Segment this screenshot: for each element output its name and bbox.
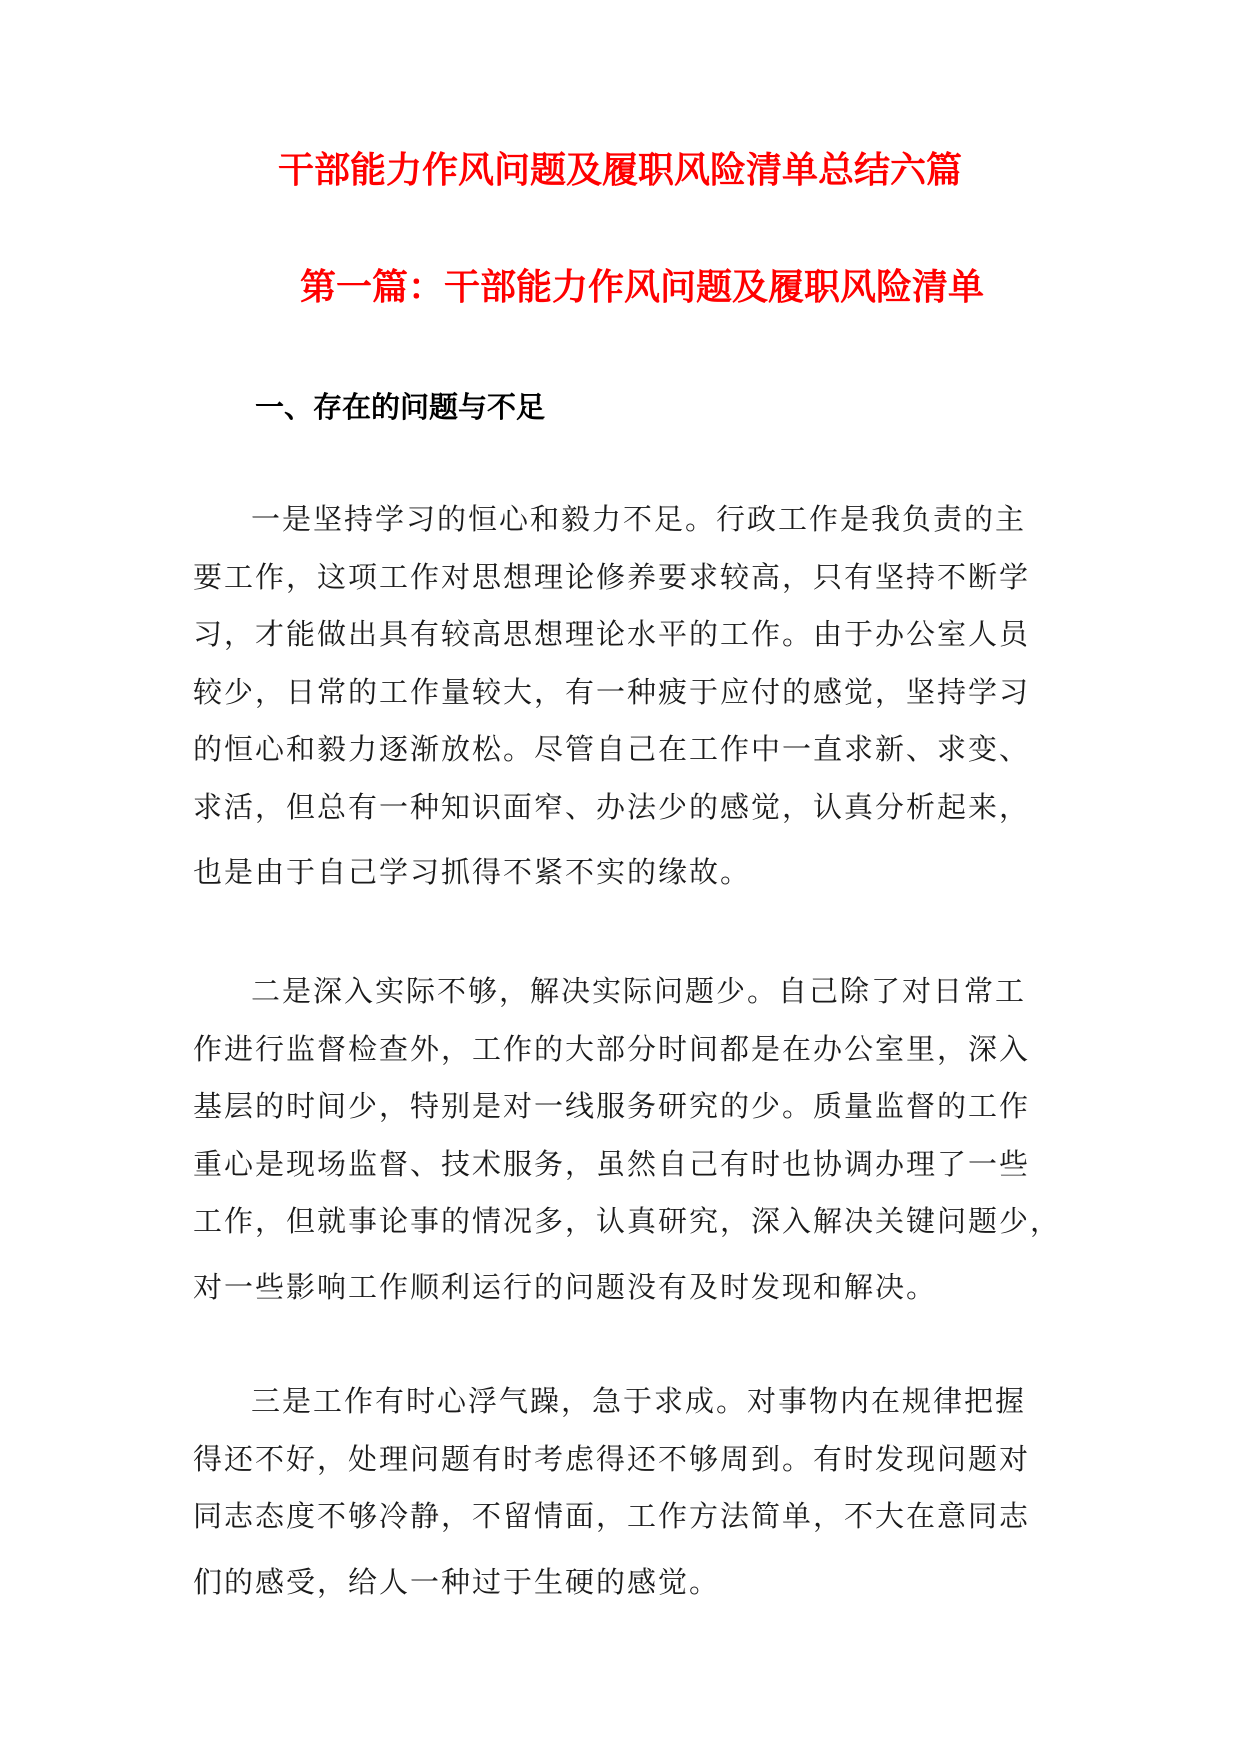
paragraph-line: 一是坚持学习的恒心和毅力不足。行政工作是我负责的主 [251, 502, 1027, 536]
paragraph-3 [193, 1373, 1053, 1611]
paragraph-1 [193, 491, 1053, 902]
article-title: 第一篇：干部能力作风问题及履职风险清单 [300, 267, 985, 308]
paragraph-line: 三是工作有时心浮气躁，急于求成。对事物内在规律把握 [251, 1384, 1027, 1418]
paragraph-line: 二是深入实际不够，解决实际问题少。自己除了对日常工 [251, 974, 1027, 1008]
paragraph-line: 对一些影响工作顺利运行的问题没有及时发现和解决。 [193, 1269, 938, 1304]
paragraph-line: 作进行监督检查外，工作的大部分时间都是在办公室里，深入 [193, 1031, 1031, 1066]
paragraph-line: 求活，但总有一种知识面窄、办法少的感觉，认真分析起来， [193, 789, 1031, 824]
paragraph-line: 们的感受，给人一种过于生硬的感觉。 [193, 1564, 721, 1599]
paragraph-line: 较少，日常的工作量较大，有一种疲于应付的感觉，坚持学习 [193, 674, 1031, 709]
section-heading: 一、存在的问题与不足 [255, 390, 546, 424]
paragraph-line: 要工作，这项工作对思想理论修养要求较高，只有坚持不断学 [193, 559, 1031, 594]
document-title: 干部能力作风问题及履职风险清单总结六篇 [277, 150, 962, 191]
paragraph-line: 的恒心和毅力逐渐放松。尽管自己在工作中一直求新、求变、 [193, 732, 1031, 766]
paragraph-line: 基层的时间少，特别是对一线服务研究的少。质量监督的工作 [193, 1089, 1031, 1123]
paragraph-line: 得还不好，处理问题有时考虑得还不够周到。有时发现问题对 [193, 1441, 1031, 1476]
paragraph-2 [193, 963, 1062, 1316]
paragraph-line: 也是由于自己学习抓得不紧不实的缘故。 [193, 855, 752, 889]
paragraph-line: 同志态度不够冷静，不留情面，工作方法简单，不大在意同志 [193, 1499, 1031, 1533]
paragraph-line: 工作，但就事论事的情况多，认真研究，深入解决关键问题少， [193, 1204, 1062, 1238]
paragraph-line: 习，才能做出具有较高思想理论水平的工作。由于办公室人员 [193, 617, 1031, 651]
paragraph-line: 重心是现场监督、技术服务，虽然自己有时也协调办理了一些 [193, 1146, 1031, 1181]
